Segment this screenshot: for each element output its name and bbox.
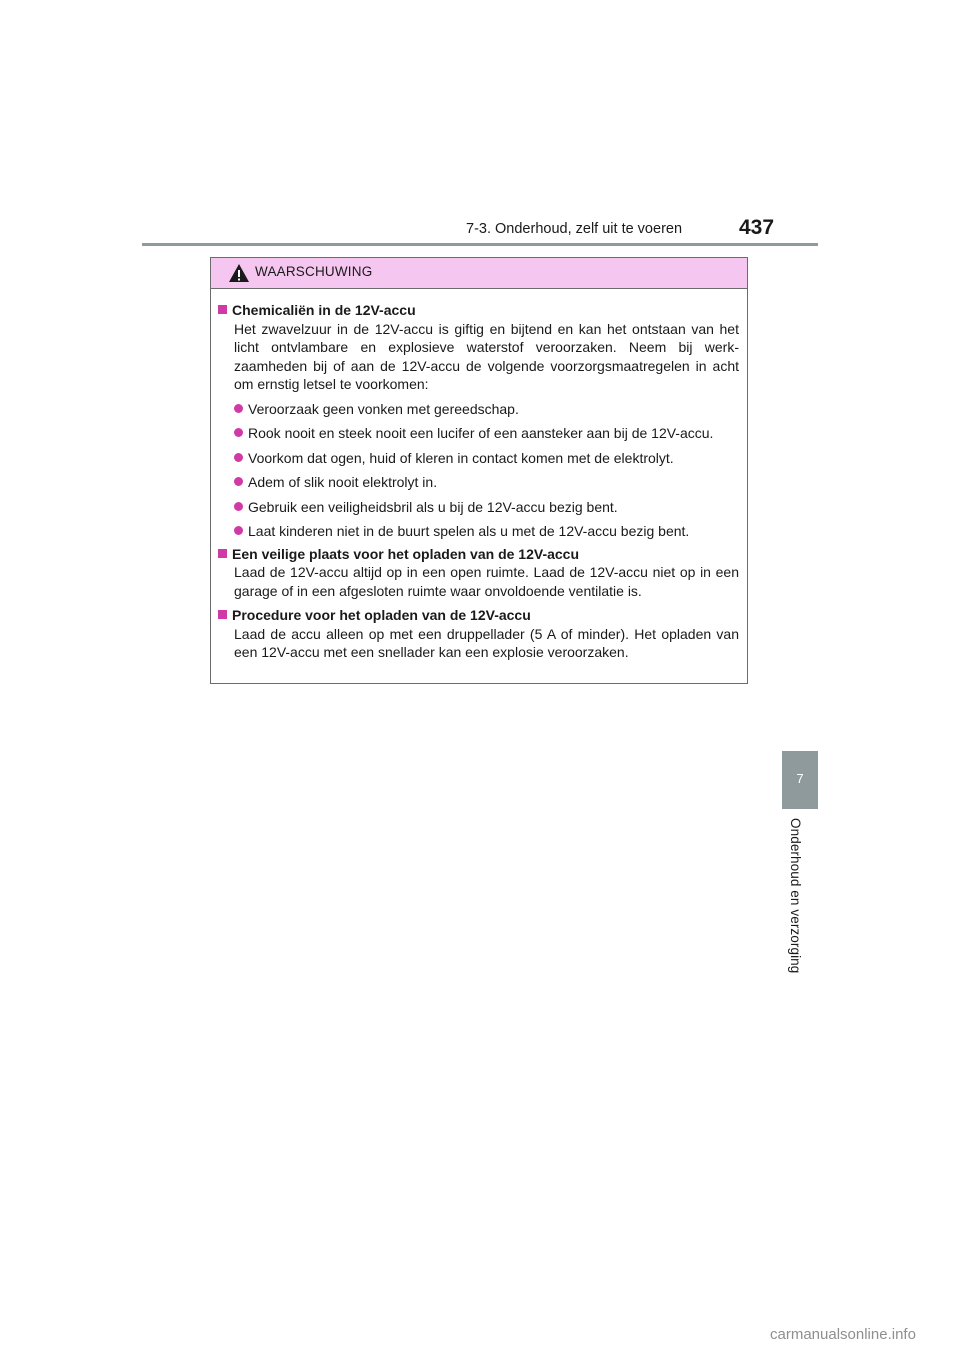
header-divider bbox=[142, 243, 818, 246]
section-heading: Een veilige plaats voor het opladen van de 12V-accu bbox=[232, 545, 580, 562]
section-text: Laad de accu alleen op met een druppellader (5 A of minder). Het opladen van een 12V-accu met een snellader kan een explosie veroorzaken. bbox=[234, 625, 739, 660]
square-bullet-icon bbox=[218, 305, 227, 314]
warning-header bbox=[211, 258, 747, 289]
list-item: Veroorzaak geen vonken met gereedschap. bbox=[234, 400, 739, 419]
list-item: Adem of slik nooit elektrolyt in. bbox=[234, 473, 739, 492]
watermark: carmanualsonline.info bbox=[770, 1326, 916, 1343]
warning-triangle-icon bbox=[228, 263, 250, 283]
warning-title: WAARSCHUWING bbox=[255, 264, 373, 279]
chapter-number: 7 bbox=[796, 771, 804, 786]
round-bullet-icon bbox=[234, 477, 243, 486]
warning-section-charging-location bbox=[216, 545, 739, 601]
section-heading: Chemicaliën in de 12V-accu bbox=[232, 302, 416, 318]
square-bullet-icon bbox=[218, 549, 227, 558]
round-bullet-icon bbox=[234, 502, 243, 511]
list-item: Laat kinderen niet in de buurt spelen als u met de 12V-accu bezig bent. bbox=[234, 522, 739, 541]
warning-section-chemicals bbox=[216, 301, 739, 541]
section-heading: Procedure voor het opladen van de 12V-accu bbox=[232, 607, 531, 623]
list-item: Voorkom dat ogen, huid of kleren in contact komen met de elektrolyt. bbox=[234, 449, 739, 468]
round-bullet-icon bbox=[234, 428, 243, 437]
chapter-tab bbox=[782, 751, 818, 809]
round-bullet-icon bbox=[234, 453, 243, 462]
warning-section-charging-procedure bbox=[216, 606, 739, 662]
section-text: Het zwavelzuur in de 12V-accu is giftig en bijtend en kan het ontstaan van het licht ontvlambare en explosieve waterstof veroorzaken. Neem bij werk-zaamheden bij of aan de 12V-accu de volgende voorzorgsmaatregelen in acht om ernstig letsel te voorkomen: bbox=[234, 320, 739, 392]
list-item: Gebruik een veiligheidsbril als u bij de 12V-accu bezig bent. bbox=[234, 498, 739, 517]
page-number: 437 bbox=[739, 216, 775, 239]
list-item: Rook nooit en steek nooit een lucifer of een aansteker aan bij de 12V-accu. bbox=[234, 424, 739, 443]
round-bullet-icon bbox=[234, 404, 243, 413]
warning-box bbox=[210, 257, 748, 684]
round-bullet-icon bbox=[234, 526, 243, 535]
chapter-label: Onderhoud en verzorging bbox=[788, 818, 803, 974]
section-title: 7-3. Onderhoud, zelf uit te voeren bbox=[466, 221, 683, 237]
section-text: Laad de 12V-accu altijd op in een open ruimte. Laad de 12V-accu niet op in een garage of in een afgesloten ruimte waar onvoldoende ventilatie is. bbox=[234, 564, 739, 599]
warning-body bbox=[211, 289, 747, 662]
square-bullet-icon bbox=[218, 610, 227, 619]
